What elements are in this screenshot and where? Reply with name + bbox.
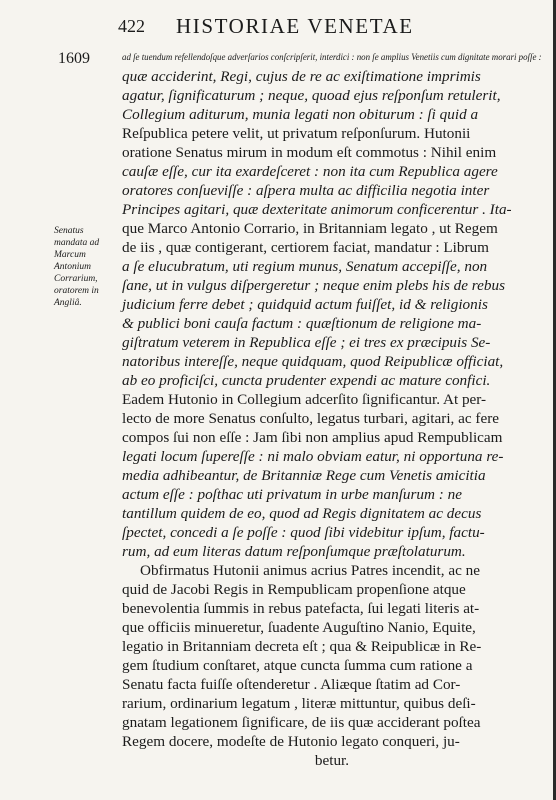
text-line: rum, ad eum literas datum reſponſumque præſtolaturum. xyxy=(122,543,466,560)
text-line: que Marco Antonio Corrario, in Britanniam legato , ut Regem xyxy=(122,220,498,237)
text-line: ad ſe tuendum refellendoſque adverſarios conſcripſerit, interdici : non ſe amplius Venetiis cum dignitate morari poſſe : xyxy=(122,52,542,62)
page-number: 422 xyxy=(118,16,145,36)
margin-note-line: Marcum xyxy=(54,250,86,260)
text-line: oratione Senatus mirum in modum eſt commotus : Nihil enim xyxy=(122,144,497,161)
text-line: agatur, ſignificaturum ; neque, quoad ejus reſponſum retulerit, xyxy=(122,87,501,104)
text-line: Reſpublica petere velit, ut privatum reſponſurum. Hutonii xyxy=(122,125,471,142)
margin-note-line: Senatus xyxy=(54,226,84,236)
text-line: natoribus intereſſe, neque quidquam, quod Reipublicæ officiat, xyxy=(122,353,504,370)
text-line: cauſæ eſſe, cur ita exardeſceret : non ita cum Republica agere xyxy=(122,163,498,180)
text-line: tantillum quidem de eo, quod ad Regis dignitatem ac decus xyxy=(122,505,482,522)
text-line: benevolentia ſummis in rebus patefacta, ſui legati literis at- xyxy=(122,600,480,617)
margin-note-line: Antonium xyxy=(54,262,91,272)
text-line: media adhibeantur, de Britanniæ Rege cum Venetis amicitia xyxy=(122,467,486,484)
body-text xyxy=(122,48,542,770)
text-line: Collegium aditurum, munia legati non obiturum : ſi quid a xyxy=(122,106,479,123)
text-line: betur. xyxy=(314,752,350,769)
running-title: HISTORIAE VENETAE xyxy=(176,14,414,38)
text-line: legati locum ſupereſſe : ni malo obviam eatur, ni opportuna re- xyxy=(122,448,504,465)
text-line: Obfirmatus Hutonii animus acrius Patres incendit, ac ne xyxy=(140,562,480,579)
margin-note-line: Angliâ. xyxy=(54,298,82,308)
text-line: a ſe elucubratum, uti regium munus, Senatum accepiſſe, non xyxy=(122,258,488,275)
margin-year: 1609 xyxy=(58,50,90,67)
text-line: giſtratum veterem in Republica eſſe ; ei tres ex præcipuis Se- xyxy=(122,334,491,351)
text-line: gnatam legationem ſignificare, de iis quæ acciderant poſtea xyxy=(122,714,481,731)
text-line: ſpectet, concedi a ſe poſſe : quod ſibi videbitur ipſum, factu- xyxy=(122,524,485,541)
text-line: oratores conſueviſſe : aſpera multa ac difficilia negotia inter xyxy=(122,182,490,199)
text-line: quæ acciderint, Regi, cujus de re ac exiſtimatione imprimis xyxy=(122,68,481,85)
text-line: compos ſui non eſſe : Jam ſibi non amplius apud Rempublicam xyxy=(122,429,503,446)
text-line: Eadem Hutonio in Collegium adcerſito ſignificantur. At per- xyxy=(122,391,487,408)
text-line: quid de Jacobi Regis in Rempublicam propenſione atque xyxy=(122,581,466,598)
margin-note-line: mandata ad xyxy=(54,238,100,248)
text-line: judicium ferre debet ; quidquid actum fuiſſet, id & religionis xyxy=(122,296,488,313)
text-line: legatio in Britanniam decreta eſt ; qua & Reipublicæ in Re- xyxy=(122,638,482,655)
text-line: & publici boni cauſa factum : quæſtionum de religione ma- xyxy=(122,315,482,332)
text-line: Senatu facta fuiſſe oſtenderetur . Aliæque ſtatim ad Cor- xyxy=(122,676,461,693)
text-line: que officiis minueretur, ſuadente Auguſtino Nanio, Equite, xyxy=(122,619,476,636)
text-line: gem ſtudium conſtaret, atque cuncta ſumma cum ratione a xyxy=(122,657,473,674)
text-line: Principes agitari, quæ dexteritate animorum conficerentur . Ita- xyxy=(122,201,512,218)
margin-note-line: Corrarium, xyxy=(54,274,98,284)
text-line: actum eſſe : poſthac uti privatum in urbe manſurum : ne xyxy=(122,486,462,503)
page-header xyxy=(0,14,556,38)
text-line: ſane, ut in vulgus diſpergeretur ; neque enim plebs his de rebus xyxy=(122,277,505,294)
text-line: de iis , quæ contigerant, certiorem faciat, mandatur : Librum xyxy=(122,239,489,256)
text-line: lecto de more Senatus conſulto, legatus turbari, agitari, ac fere xyxy=(122,410,500,427)
margin-note-line: oratorem in xyxy=(54,286,99,296)
margin-note xyxy=(54,225,114,309)
text-line: ab eo proficiſci, cuncta prudenter expendi ac mature confici. xyxy=(122,372,491,389)
text-line: rarium, ordinarium legatum , literæ mittuntur, quibus deſi- xyxy=(122,695,476,712)
text-line: Regem docere, modeſte de Hutonio legato conqueri, ju- xyxy=(122,733,460,750)
